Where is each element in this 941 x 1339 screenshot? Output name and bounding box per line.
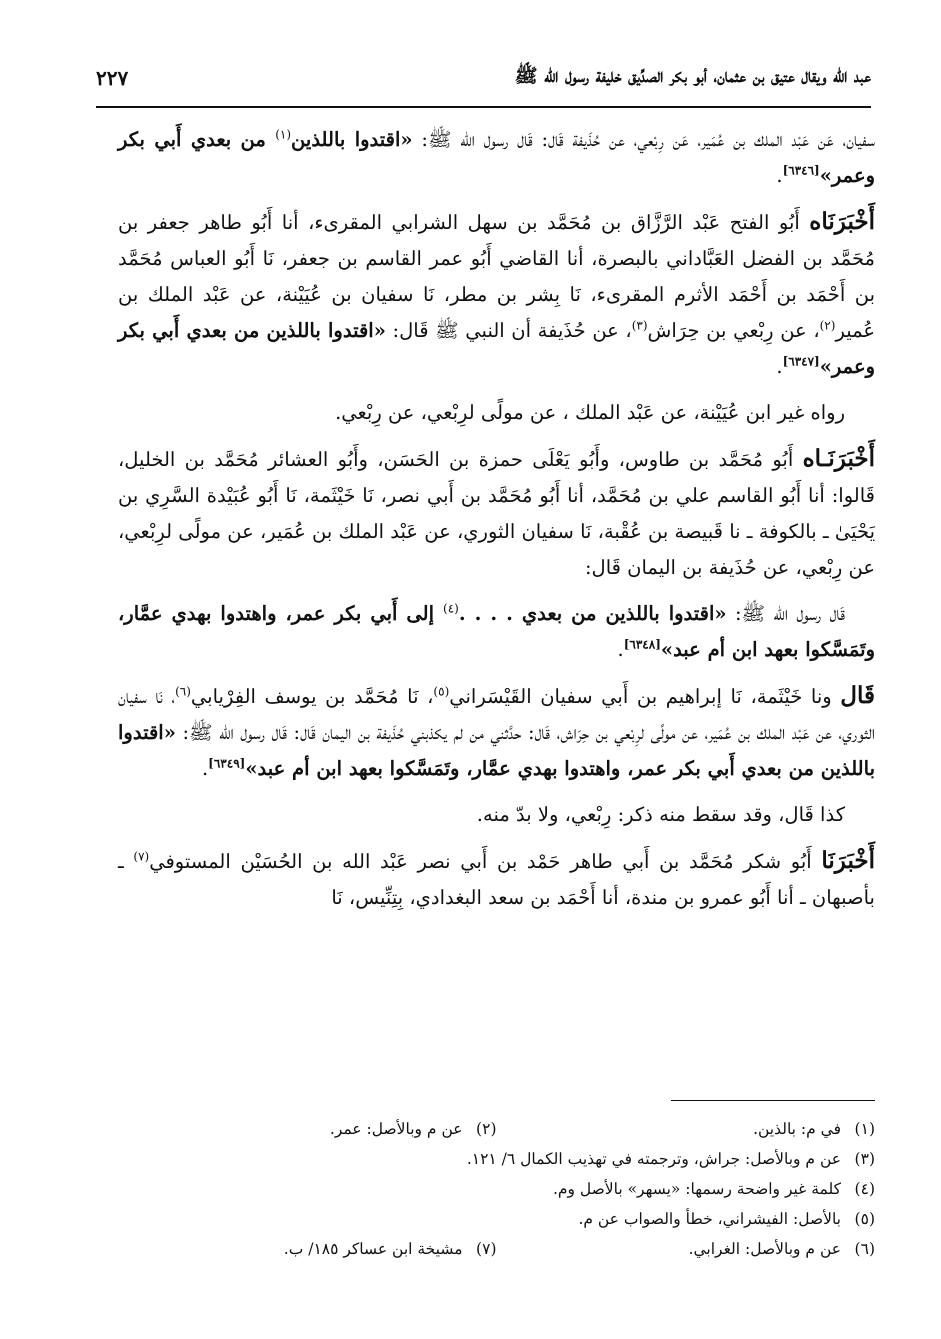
footnote-6: (٦)عن م وبالأصل: الغرابي.: [688, 1240, 875, 1258]
footnote-marker: (١): [275, 127, 292, 142]
footnote-marker: (٣): [631, 318, 648, 333]
hadith-number: [٦٣٤٨]: [623, 637, 661, 652]
text-run: .: [201, 757, 209, 780]
isnad-lead-word: أَخْبَرَنَا: [821, 847, 875, 874]
text-run: قَال رسول الله ﷺ:: [726, 602, 846, 625]
paragraph: [118, 204, 875, 385]
text-run: .: [776, 355, 783, 378]
paragraph: [118, 395, 875, 431]
header-rule: [96, 106, 871, 108]
hadith-number: [٦٣٤٩]: [208, 756, 246, 771]
hadith-text: «اقتدوا باللذين من بعدي . . . .: [458, 602, 727, 625]
hadith-number: [٦٣٤٦]: [782, 163, 820, 178]
footnote-separator: [671, 1100, 875, 1101]
text-run: أَبُو الفتح عَبْد الرَّزَّاق بن مُحَمَّد بن سهل الشرابي المقرىء، أنا أَبُو طاهر جعفر بن مُحَمَّد بن الفضل العَبَّاداني بالبصرة، أنا القاضي أَبُو عمر القاسم بن جعفر، نَا أَبُو العباس مُحَمَّد بن أَحْمَد بن أَحْمَد الأثرم المقرىء، نَا بِشر بن مطر، نَا سفيان بن عُيَيْنة، عن عَبْد الملك بن عُمير: [118, 211, 875, 342]
footnote-3: (٣)عن م وبالأصل: جراش، وترجمته في تهذيب الكمال ٦/ ١٢١.: [466, 1150, 875, 1168]
paragraph: [118, 441, 875, 586]
isnad-lead-word: أَخْبَرَنَاه: [809, 208, 875, 235]
footnote-marker: (٥): [433, 684, 450, 699]
footnote-4: (٤)كلمة غير واضحة رسمها: «يسهر» بالأصل وم.: [552, 1180, 875, 1198]
isnad-lead-word: قَال: [840, 682, 875, 709]
text-run: أَبُو شكر مُحَمَّد بن أَبي طاهر حَمْد بن أَبي نصر عَبْد الله بن الحُسَيْن المستوفي: [149, 850, 822, 873]
hadith-text: إلى أَبي بكر عمر، واهتدوا بهدي عمَّار، وتَمَسَّكوا بعهد ابن أم عبد»: [118, 602, 875, 661]
footnote-1: (١)في م: بالذين.: [753, 1120, 875, 1138]
footnote-row: [118, 1174, 875, 1204]
footnote-5: (٥)بالأصل: الفيشراني، خطأ والصواب عن م.: [578, 1210, 875, 1228]
footnote-row: [118, 1204, 875, 1234]
text-run: أَبُو مُحَمَّد بن طاوس، وأَبُو يَعْلَى حمزة بن الحَسَن، وأَبُو العشائر مُحَمَّد بن الخليل، قَالوا: أنا أَبُو القاسم علي بن مُحَمَّد، أنا أَبُو مُحَمَّد بن أَبي نصر، نَا خَيْثَمة، نَا أَبُو عُبَيْدة السَّرِي بن يَحْيَىٰ ـ بالكوفة ـ نا قَبيصة بن عُقْبة، نَا سفيان الثوري، عن عَبْد الملك بن عُمَير، عن مولًى لرِبْعي، عن رِبْعي، عن حُذَيفة بن اليمان قَال:: [118, 448, 875, 579]
footnotes: [118, 1114, 875, 1264]
footnote-marker: (٧): [133, 849, 150, 864]
text-run: ، عن حُذَيفة أن النبي ﷺ قَال:: [385, 319, 632, 342]
text-run: .: [617, 638, 624, 661]
footnote-row: [118, 1144, 875, 1174]
footnote-marker: (٤): [443, 601, 459, 616]
footnote-row: [118, 1114, 875, 1144]
page-header: [96, 58, 871, 98]
text-run: رواه غير ابن عُيَيْنة، عن عَبْد الملك ، عن مولًى لرِبْعي، عن رِبْعي.: [335, 401, 845, 424]
paragraph: [118, 797, 875, 833]
running-title: عبد الله ويقال عتيق بن عثمان، أبو بكر الصدِّيق خليفة رسول الله ﷺ: [514, 65, 871, 87]
text-run: ، عن رِبْعي بن حِرَاش: [647, 319, 820, 342]
hadith-text: «اقتدوا باللذين: [291, 128, 413, 151]
paragraph: [118, 678, 875, 787]
text-run: ، نَا مُحَمَّد بن يوسف الفِرْيابي: [190, 685, 434, 708]
page-number: ٢٢٧: [96, 66, 129, 90]
isnad-lead-word: أَخْبَرَنَـاه: [802, 445, 875, 472]
hadith-text: «اقتدوا باللذين من بعدي أَبي بكر عمر، واهتدوا بهدي عمَّار، وتَمَسَّكوا بعهد ابن أم عبد»: [118, 721, 875, 780]
text-run: ، نَا سفيان الثوري، عن عَبْد الملك بن عُمَير، عن مولًى لرِبْعي بن حِرَاش، قَال: حدَّثني من لم يكذبني حُذَيفة بن اليمان قَال: قَال رسول الله ﷺ:: [118, 685, 875, 744]
footnote-7: (٧)مشيخة ابن عساكر ١٨٥/ ب.: [283, 1240, 497, 1258]
paragraph: [118, 843, 875, 916]
text-run: كذا قَال، وقد سقط منه ذكر: رِبْعي، ولا بدّ منه.: [476, 803, 845, 826]
paragraph: [118, 596, 875, 668]
footnote-row: [118, 1234, 875, 1264]
hadith-number: [٦٣٤٧]: [782, 354, 820, 369]
paragraph: [118, 122, 875, 194]
hadith-text: «اقتدوا باللذين من بعدي أَبي بكر وعمر»: [118, 319, 875, 378]
footnote-marker: (٢): [819, 318, 836, 333]
hadith-text: من بعدي أَبي بكر وعمر»: [118, 128, 875, 187]
text-run: ـ بأصبهان ـ أنا أَبُو عمرو بن مندة، أنا أَحْمَد بن سعد البغدادي، بِتِنِّيس، نَا: [118, 850, 875, 909]
text-run: ونا خَيْثَمة، نَا إبراهيم بن أَبي سفيان القَيْسَراني: [449, 685, 841, 708]
main-text: [118, 122, 875, 926]
footnote-marker: (٦): [175, 684, 191, 699]
text-run: سفيان، عَن عَبْد الملك بن عُمَير، عَن رِبْعي، عن حُذَيفة قَال: قَال رسول الله ﷺ:: [412, 128, 875, 151]
text-run: .: [776, 164, 783, 187]
footnote-2: (٢)عن م وبالأصل: عمر.: [329, 1120, 497, 1138]
